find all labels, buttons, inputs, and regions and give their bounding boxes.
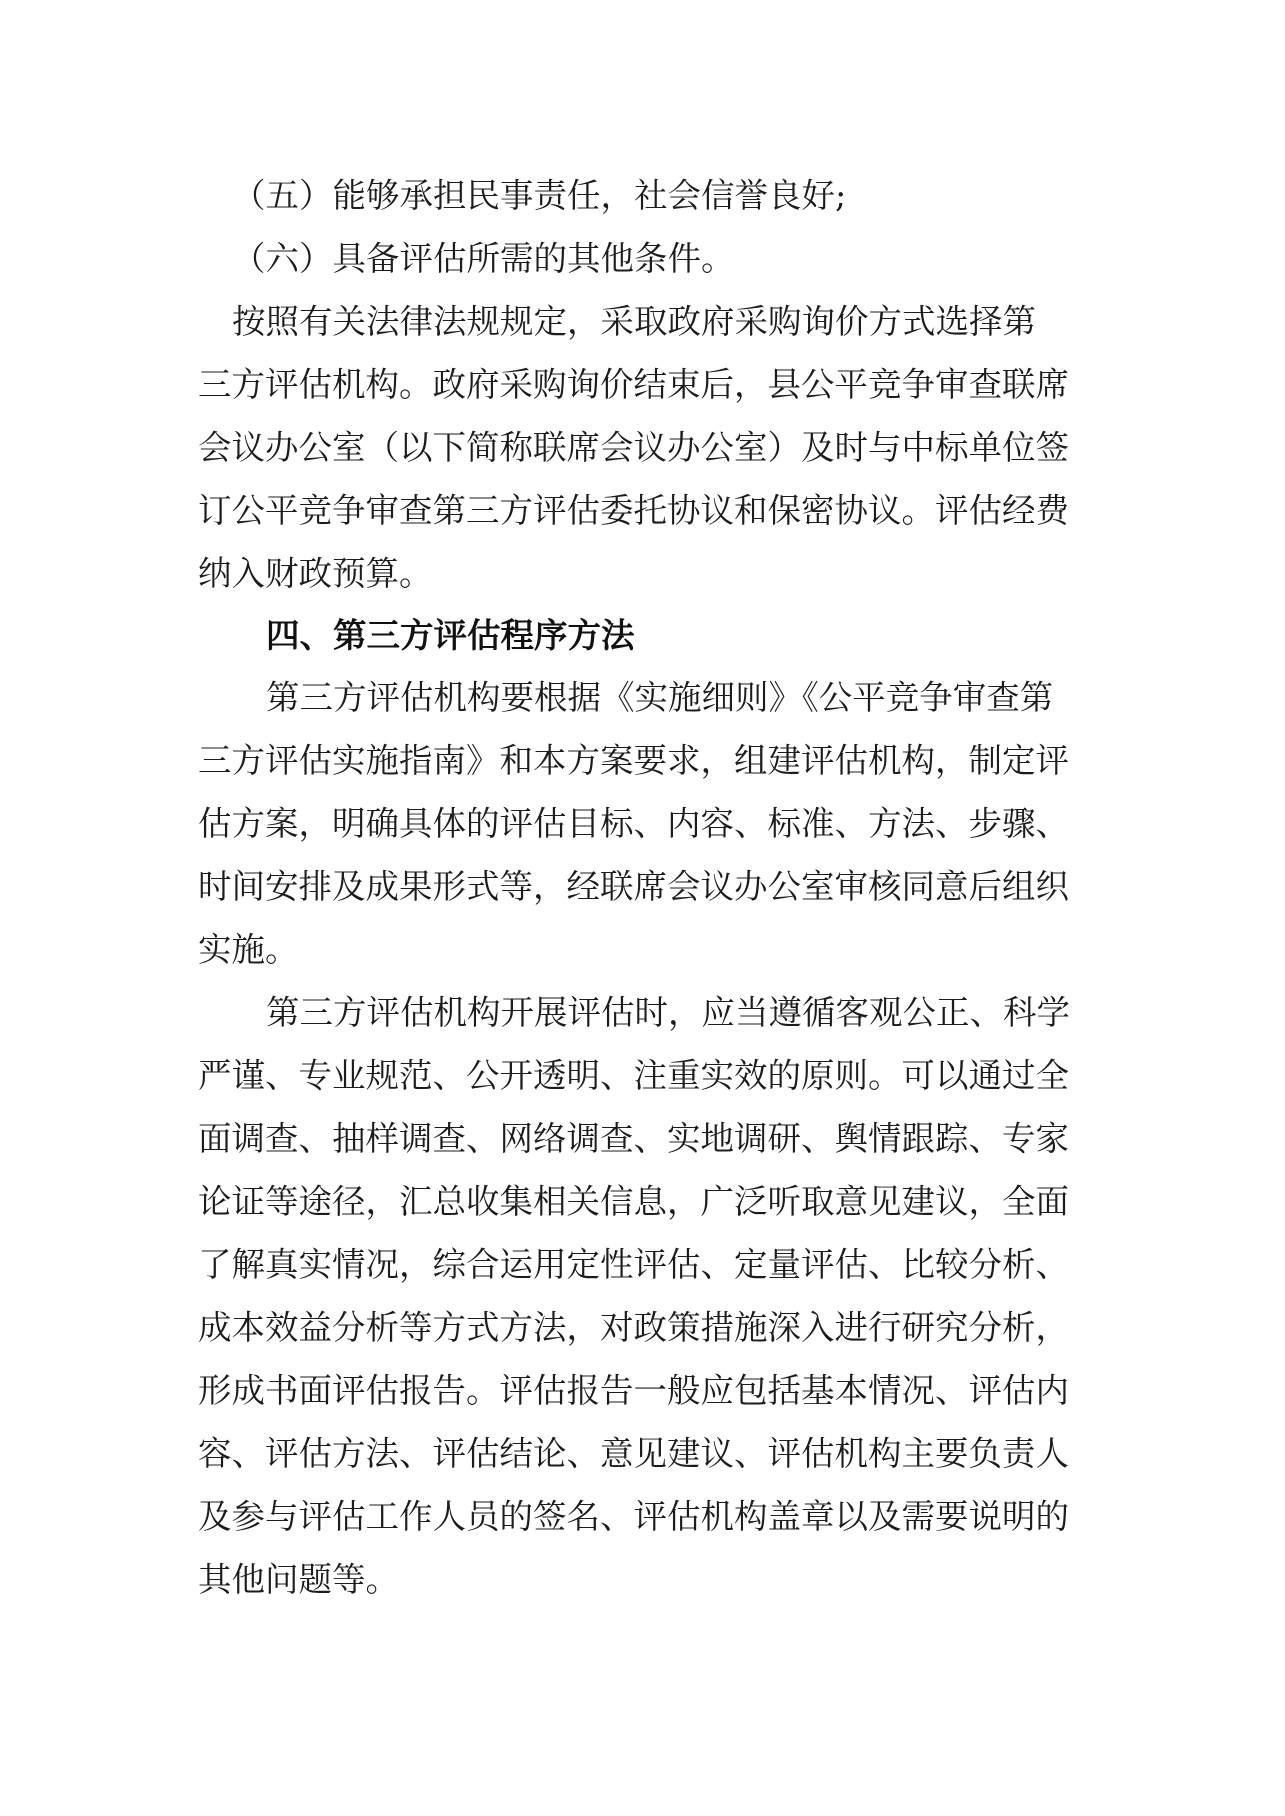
text-line: 实施。 [198,930,299,969]
text-line: 第三方评估机构开展评估时，应当遵循客观公正、科学 [266,993,1070,1032]
text-line: 估方案，明确具体的评估目标、内容、标准、方法、步骤、 [198,804,1069,843]
text-line: 面调查、抽样调查、网络调查、实地调研、舆情跟踪、专家 [198,1119,1069,1158]
text-line: 订公平竞争审查第三方评估委托协议和保密协议。评估经费 [198,491,1069,530]
text-line: 三方评估实施指南》和本方案要求，组建评估机构，制定评 [198,741,1069,780]
section-heading: 四、第三方评估程序方法 [266,616,635,655]
text-line: 其他问题等。 [198,1560,399,1599]
text-line: 严谨、专业规范、公开透明、注重实效的原则。可以通过全 [198,1056,1069,1095]
text-line: 第三方评估机构要根据《实施细则》《公平竞争审查第 [266,678,1054,717]
text-line: 容、评估方法、评估结论、意见建议、评估机构主要负责人 [198,1434,1069,1473]
text-line: 及参与评估工作人员的签名、评估机构盖章以及需要说明的 [198,1497,1069,1536]
text-line: 会议办公室（以下简称联席会议办公室）及时与中标单位签 [198,428,1069,467]
text-line: 成本效益分析等方式方法，对政策措施深入进行研究分析， [198,1308,1069,1347]
text-line: 纳入财政预算。 [198,554,433,593]
text-line: 时间安排及成果形式等，经联席会议办公室审核同意后组织 [198,867,1069,906]
text-line: （六）具备评估所需的其他条件。 [232,239,735,278]
text-line: 形成书面评估报告。评估报告一般应包括基本情况、评估内 [198,1371,1069,1410]
text-line: 了解真实情况，综合运用定性评估、定量评估、比较分析、 [198,1245,1069,1284]
text-line: （五）能够承担民事责任，社会信誉良好; [232,176,847,215]
text-line: 论证等途径，汇总收集相关信息，广泛听取意见建议，全面 [198,1182,1069,1221]
text-line: 三方评估机构。政府采购询价结束后，县公平竞争审查联席 [198,365,1069,404]
text-line: 按照有关法律法规规定，采取政府采购询价方式选择第 [232,302,1036,341]
